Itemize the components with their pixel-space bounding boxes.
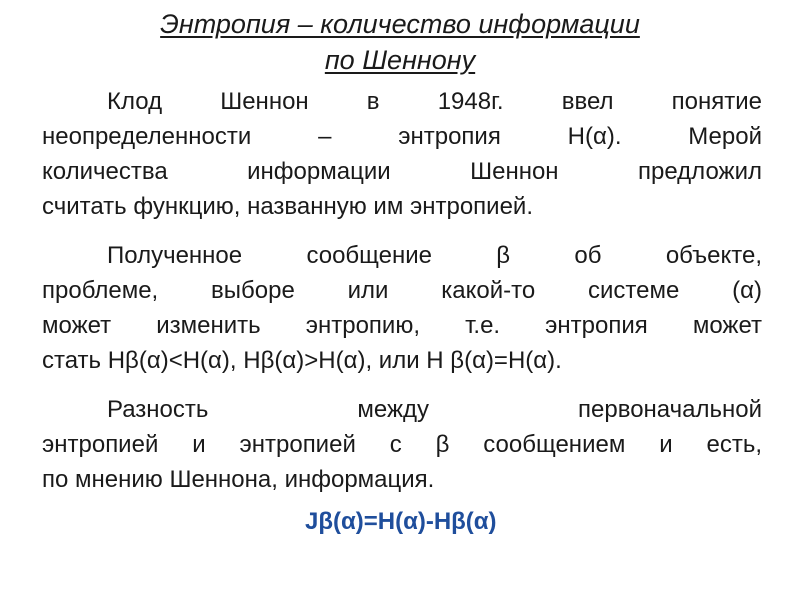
paragraph-information-definition [42,392,762,497]
paragraph-line: проблеме, выборе или какой-то системе (α) [42,277,762,304]
paragraph-line: стать Нβ(α)<Н(α), Нβ(α)>Н(α), или Н β(α)=Н(α). [42,347,562,374]
information-formula [305,505,497,539]
paragraph-line: неопределенности – энтропия Н(α). Мерой [42,123,762,150]
paragraph-line: по мнению Шеннона, информация. [42,466,435,493]
slide-title-line-2: по Шеннону [324,45,476,75]
paragraph-line: Разность между первоначальной [107,396,762,423]
slide-title [40,6,760,78]
paragraph-line: считать функцию, названную им энтропией. [42,193,533,220]
formula-text: Jβ(α)=Н(α)-Нβ(α) [305,508,497,535]
paragraph-shannon-intro [42,84,762,224]
paragraph-line: может изменить энтропию, т.е. энтропия может [42,312,762,339]
paragraph-received-message [42,238,762,378]
paragraph-line: энтропией и энтропией с β сообщением и есть, [42,431,762,458]
slide-title-line-1: Энтропия – количество информации [160,9,640,39]
paragraph-line: Полученное сообщение β об объекте, [107,242,762,269]
paragraph-line: количества информации Шеннон предложил [42,158,762,185]
paragraph-line: Клод Шеннон в 1948г. ввел понятие [107,88,762,115]
